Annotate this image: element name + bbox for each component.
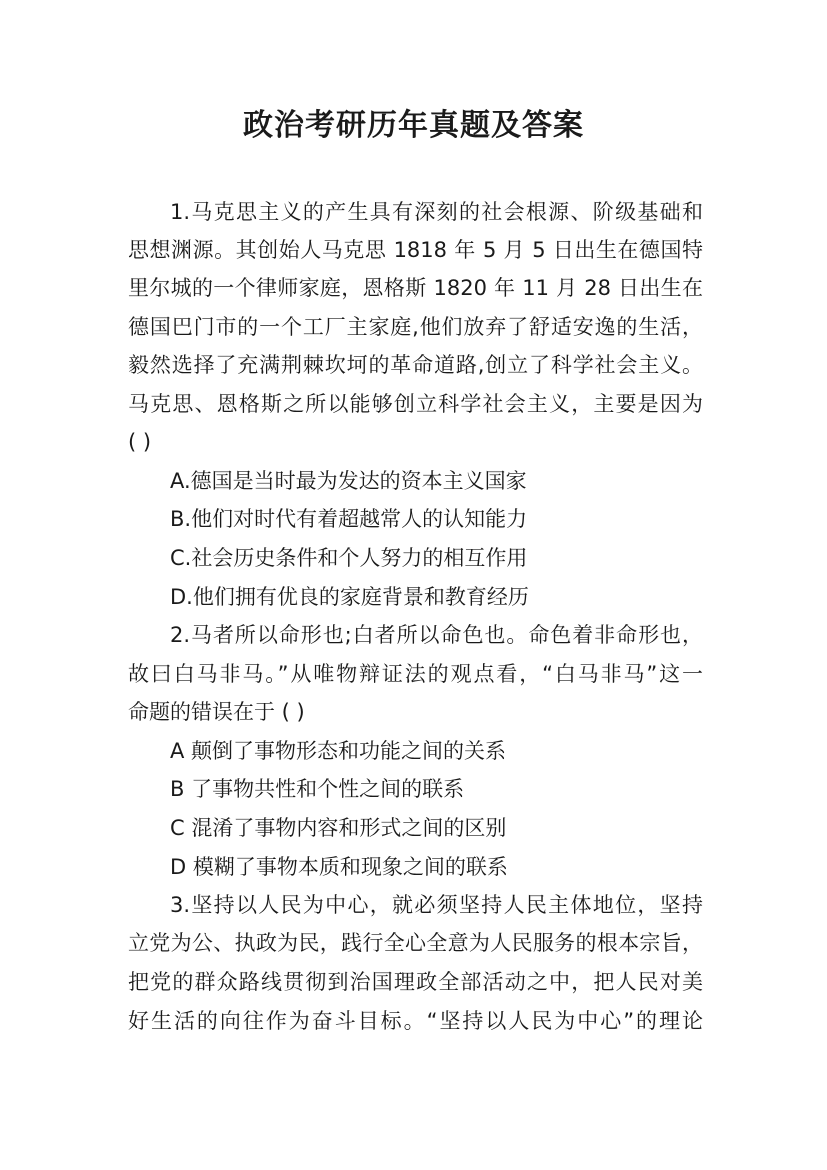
question-1-line-2: 思想渊源。其创始人马克思 1818 年 5 月 5 日出生在德国特 <box>128 238 703 262</box>
question-2-option-a: A 颠倒了事物形态和功能之间的关系 <box>170 739 507 763</box>
question-1-option-a: A.德国是当时最为发达的资本主义国家 <box>170 469 527 493</box>
question-1-line-1: 1.马克思主义的产生具有深刻的社会根源、阶级基础和 <box>170 200 703 224</box>
question-2-line-3: 命题的错误在于 ( ) <box>128 700 305 724</box>
question-2-option-d: D 模糊了事物本质和现象之间的联系 <box>170 855 508 879</box>
question-2-option-c: C 混淆了事物内容和形式之间的区别 <box>170 816 507 840</box>
question-3-line-1: 3.坚持以人民为中心，就必须坚持人民主体地位，坚持 <box>170 893 703 917</box>
question-1-option-d: D.他们拥有优良的家庭背景和教育经历 <box>170 585 529 609</box>
question-3-line-3: 把党的群众路线贯彻到治国理政全部活动之中，把人民对美 <box>128 970 703 994</box>
question-3-line-2: 立党为公、执政为民，践行全心全意为人民服务的根本宗旨， <box>128 931 703 955</box>
question-2-line-1: 2.马者所以命形也;白者所以命色也。命色着非命形也， <box>170 623 703 647</box>
question-2-option-b: B 了事物共性和个性之间的联系 <box>170 777 465 801</box>
document-title: 政治考研历年真题及答案 <box>243 108 584 143</box>
question-1-line-4: 德国巴门市的一个工厂主家庭,他们放弃了舒适安逸的生活， <box>128 315 703 339</box>
question-1-line-6: 马克思、恩格斯之所以能够创立科学社会主义，主要是因为 <box>128 392 703 416</box>
question-2-line-2: 故曰白马非马。”从唯物辩证法的观点看，“白马非马”这一 <box>128 662 703 686</box>
question-1-option-b: B.他们对时代有着超越常人的认知能力 <box>170 507 528 531</box>
question-1-option-c: C.社会历史条件和个人努力的相互作用 <box>170 546 528 570</box>
question-1-line-5: 毅然选择了充满荆棘坎坷的革命道路,创立了科学社会主义。 <box>128 353 703 377</box>
question-1-line-7: ( ) <box>128 430 152 454</box>
question-1-line-3: 里尔城的一个律师家庭，恩格斯 1820 年 11 月 28 日出生在 <box>128 276 703 300</box>
question-3-line-4: 好生活的向往作为奋斗目标。“坚持以人民为中心”的理论 <box>128 1009 703 1033</box>
